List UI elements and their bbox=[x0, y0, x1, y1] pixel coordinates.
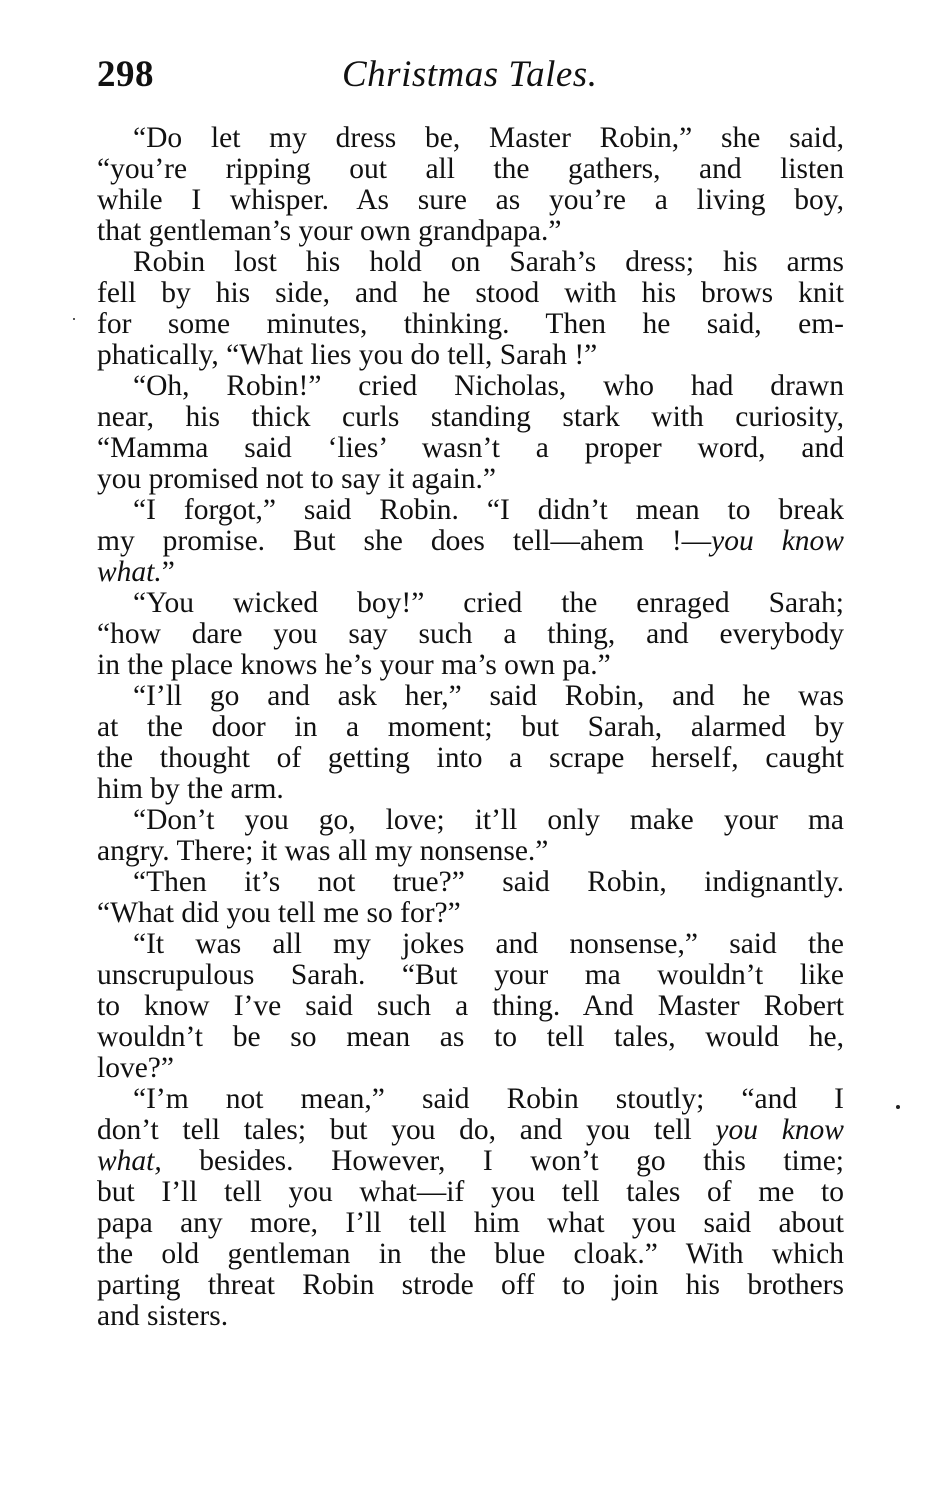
text-line: but I’ll tell you what—if you tell tales of me to bbox=[97, 1176, 844, 1208]
text-line: that gentleman’s your own grandpapa.” bbox=[97, 215, 562, 247]
text-line: papa any more, I’ll tell him what you said about bbox=[97, 1207, 844, 1239]
text-line: “It was all my jokes and nonsense,” said the bbox=[133, 928, 844, 960]
text-line: parting threat Robin strode off to join his brothers bbox=[97, 1269, 844, 1301]
text-line: my promise. But she does tell—ahem !—you know bbox=[97, 525, 844, 557]
running-title: Christmas Tales. bbox=[342, 54, 598, 95]
text-line: what, besides. However, I won’t go this time; bbox=[97, 1145, 844, 1177]
text-line: in the place knows he’s your ma’s own pa.” bbox=[97, 649, 611, 681]
text-line: the old gentleman in the blue cloak.” With which bbox=[97, 1238, 844, 1270]
text-line: fell by his side, and he stood with his brows knit bbox=[97, 277, 844, 309]
text-line: him by the arm. bbox=[97, 773, 284, 805]
text-line: “I’ll go and ask her,” said Robin, and he was bbox=[133, 680, 844, 712]
text-line: unscrupulous Sarah. “But your ma wouldn’t like bbox=[97, 959, 844, 991]
text-line: “Do let my dress be, Master Robin,” she said, bbox=[133, 122, 844, 154]
text-line: “how dare you say such a thing, and everybody bbox=[97, 618, 844, 650]
text-line: love?” bbox=[97, 1052, 174, 1084]
text-line: wouldn’t be so mean as to tell tales, would he, bbox=[97, 1021, 844, 1053]
text-line: angry. There; it was all my nonsense.” bbox=[97, 835, 549, 867]
text-line: “Mamma said ‘lies’ wasn’t a proper word, and bbox=[97, 432, 844, 464]
text-line: to know I’ve said such a thing. And Master Robert bbox=[97, 990, 844, 1022]
text-line: at the door in a moment; but Sarah, alarmed by bbox=[97, 711, 844, 743]
text-line: and sisters. bbox=[97, 1300, 229, 1332]
text-line: near, his thick curls standing stark with curiosity, bbox=[97, 401, 844, 433]
text-line: “Oh, Robin!” cried Nicholas, who had drawn bbox=[133, 370, 844, 402]
text-line: phatically, “What lies you do tell, Sarah !” bbox=[97, 339, 598, 371]
text-line: “I forgot,” said Robin. “I didn’t mean to break bbox=[133, 494, 844, 526]
text-line: “I’m not mean,” said Robin stoutly; “and I bbox=[133, 1083, 844, 1115]
text-line: the thought of getting into a scrape herself, caught bbox=[97, 742, 844, 774]
text-line: you promised not to say it again.” bbox=[97, 463, 496, 495]
page-header bbox=[97, 50, 844, 100]
text-line: Robin lost his hold on Sarah’s dress; his arms bbox=[133, 246, 844, 278]
text-line: “Then it’s not true?” said Robin, indignantly. bbox=[133, 866, 844, 898]
body-text bbox=[97, 123, 844, 1332]
text-line: “you’re ripping out all the gathers, and listen bbox=[97, 153, 844, 185]
text-line: for some minutes, thinking. Then he said, em- bbox=[97, 308, 844, 340]
text-line: “What did you tell me so for?” bbox=[97, 897, 461, 929]
print-speck bbox=[73, 318, 75, 320]
text-line: while I whisper. As sure as you’re a living boy, bbox=[97, 184, 844, 216]
page-number: 298 bbox=[97, 54, 154, 95]
print-speck bbox=[896, 1105, 900, 1109]
text-line: don’t tell tales; but you do, and you tell you know bbox=[97, 1114, 844, 1146]
text-line: “Don’t you go, love; it’ll only make your ma bbox=[133, 804, 844, 836]
text-line: what.” bbox=[97, 556, 175, 588]
text-line: “You wicked boy!” cried the enraged Sarah; bbox=[133, 587, 844, 619]
